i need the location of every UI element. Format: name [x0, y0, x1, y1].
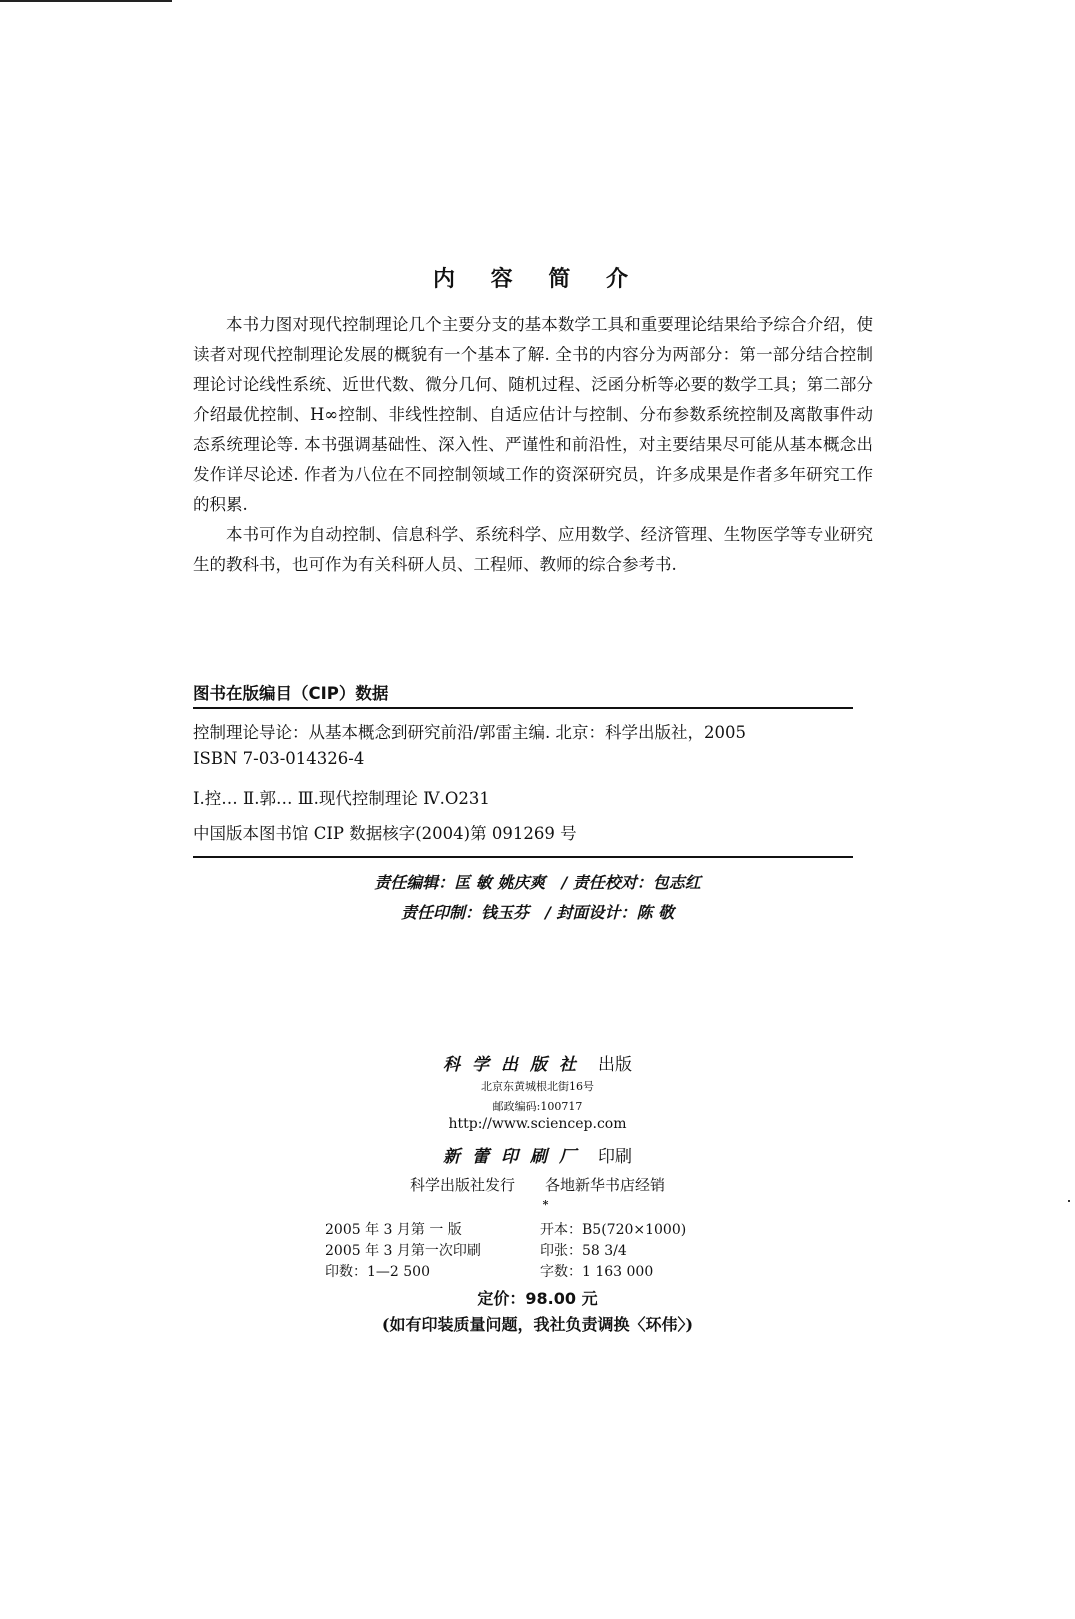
quality-note: (如有印装质量问题，我社负责调换〈环伟〉): [381, 1315, 694, 1334]
print-name: 钱玉芬: [481, 903, 530, 922]
credits-line-1: [0, 870, 1075, 893]
cip-isbn-line: ISBN 7-03-014326-4: [193, 749, 365, 768]
editors-label: 责任编辑：: [374, 873, 455, 892]
scan-edge-line: [0, 0, 172, 2]
publisher-url: http://www.sciencep.com: [448, 1116, 627, 1132]
separator-star: *: [542, 1198, 549, 1211]
cip-number-line: 中国版本图书馆 CIP 数据核字(2004)第 091269 号: [193, 824, 577, 843]
section-title: 内 容 简 介: [433, 266, 642, 292]
publisher-action: 出版: [598, 1055, 632, 1075]
proof-label: / 责任校对：: [561, 873, 653, 892]
editors-names: 匡 敏 姚庆爽: [454, 873, 546, 892]
printer-line: [0, 1142, 1075, 1167]
publisher-postcode: 邮政编码:100717: [492, 1100, 583, 1113]
cip-bottom-rule: [193, 856, 853, 858]
cover-label: / 封面设计：: [545, 903, 637, 922]
intro-text: [193, 310, 873, 580]
printer-action: 印刷: [598, 1147, 632, 1167]
spec-format: 开本：B5(720×1000): [540, 1222, 687, 1238]
intro-paragraph-1: 本书力图对现代控制理论几个主要分支的基本数学工具和重要理论结果给予综合介绍，使读者对现代控制理论发展的概貌有一个基本了解. 全书的内容分为两部分：第一部分结合控制理论讨论线性系统、近世代数、微分几何、随机过程、泛函分析等必要的数学工具；第二部分介绍最优控制、H∞控制、非线性控制、自适应估计与控制、分布参数系统控制及离散事件动态系统理论等. 本书强调基础性、深入性、严谨性和前沿性，对主要结果尽可能从基本概念出发作详尽论述. 作者为八位在不同控制领域工作的资深研究员，许多成果是作者多年研究工作的积累.: [193, 315, 873, 514]
spec-printing: 2005 年 3 月第一次印刷: [325, 1243, 481, 1259]
cip-heading: 图书在版编目（CIP）数据: [193, 684, 389, 703]
distributor: 科学出版社发行: [409, 1176, 515, 1194]
proof-name: 包志红: [652, 873, 701, 892]
credits-line-2: [0, 900, 1075, 923]
publisher-line: [0, 1050, 1075, 1075]
price: 定价：98.00 元: [477, 1289, 598, 1308]
print-label: 责任印制：: [400, 903, 481, 922]
spec-words: 字数：1 163 000: [540, 1264, 654, 1280]
spec-edition: 2005 年 3 月第 一 版: [325, 1222, 462, 1238]
intro-paragraph-2: 本书可作为自动控制、信息科学、系统科学、应用数学、经济管理、生物医学等专业研究生的教科书，也可作为有关科研人员、工程师、教师的综合参考书.: [193, 525, 873, 574]
margin-dot: [1068, 1200, 1070, 1202]
spec-copies: 印数：1—2 500: [325, 1264, 430, 1280]
spec-sheets: 印张：58 3/4: [540, 1243, 627, 1259]
print-specs: [325, 1220, 745, 1283]
publisher-logo-text: 科学出版社: [443, 1055, 588, 1075]
distribution-line: [0, 1174, 1075, 1195]
printer-logo-text: 新蕾印刷厂: [443, 1147, 588, 1167]
cip-top-rule: [193, 707, 853, 709]
cip-title-line: 控制理论导论：从基本概念到研究前沿/郭雷主编. 北京：科学出版社，2005: [193, 723, 747, 742]
retail: 各地新华书店经销: [545, 1176, 666, 1194]
cover-name: 陈 敬: [636, 903, 675, 922]
cip-classification-line: Ⅰ.控… Ⅱ.郭… Ⅲ.现代控制理论 Ⅳ.O231: [193, 789, 490, 808]
publisher-address: 北京东黄城根北街16号: [481, 1080, 594, 1093]
